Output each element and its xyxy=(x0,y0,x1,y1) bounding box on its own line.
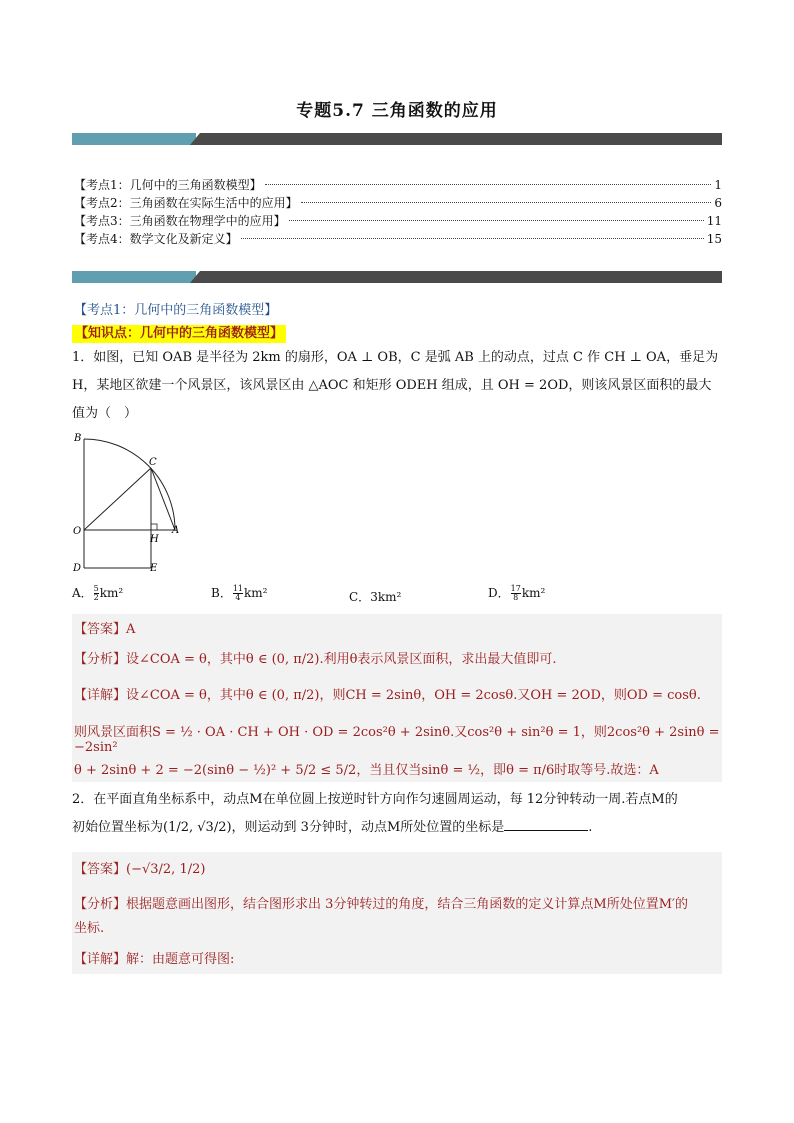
figure-label: B xyxy=(74,433,82,444)
answer-blank[interactable] xyxy=(504,817,588,831)
toc-item[interactable]: 【考点4：数学文化及新定义】 15 xyxy=(74,232,722,246)
header-band-bottom xyxy=(72,271,722,283)
figure-label: C xyxy=(149,457,157,468)
q1-stem: 1．如图，已知 OAB 是半径为 2km 的扇形，OA ⊥ OB，C 是弧 AB 上的动点，过点 C 作 CH ⊥ OA，垂足为 H，某地区欲建一个风景区，该风景区由 △AOC 和矩形 ODEH 组成，且 OH = 2OD，则该风景区面积的最大 值为（ ） xyxy=(72,350,719,421)
header-band-top xyxy=(72,133,722,145)
figure-label: D xyxy=(73,563,82,572)
table-of-contents xyxy=(74,176,722,248)
toc-item[interactable]: 【考点2：三角函数在实际生活中的应用】 6 xyxy=(74,196,722,210)
q1-figure xyxy=(72,430,184,572)
q1-analysis: 【分析】设∠COA = θ，其中θ ∈ (0, π/2).利用θ表示风景区面积，求出最大值即可. xyxy=(74,652,557,667)
knowledge-point-badge: 【知识点：几何中的三角函数模型】 xyxy=(72,325,286,343)
figure-label: O xyxy=(73,526,82,537)
q2-analysis: 【分析】根据题意画出图形，结合图形求出 3分钟转过的角度，结合三角函数的定义计算点M所处位置M′的 坐标. xyxy=(74,897,688,936)
q1-detail-line: 【详解】设∠COA = θ，其中θ ∈ (0, π/2)，则CH = 2sinθ，OH = 2cosθ.又OH = 2OD，则OD = cosθ. xyxy=(74,688,701,703)
figure-label: E xyxy=(150,563,158,572)
q1-detail-line: θ + 2sinθ + 2 = −2(sinθ − ½)² + 5/2 ≤ 5/2，当且仅当sinθ = ½，即θ = π/6时取等号.故选：A xyxy=(74,763,659,778)
q2-detail: 【详解】解：由题意可得图: xyxy=(74,952,235,967)
q2-stem: 2．在平面直角坐标系中，动点M在单位圆上按逆时针方向作匀速圆周运动，每 12分钟转动一周.若点M的 初始位置坐标为(1/2, √3/2)，则运动到 3分钟时，动点M所处位置的坐标是 . xyxy=(72,792,678,835)
toc-item[interactable]: 【考点3：三角函数在物理学中的应用】 11 xyxy=(74,214,722,228)
page-title: 专题5.7 三角函数的应用 xyxy=(296,101,498,121)
section-heading: 【考点1：几何中的三角函数模型】 xyxy=(74,303,278,318)
option-b[interactable]: B． $\frac{11}{4}$ km² xyxy=(211,584,268,602)
toc-item[interactable]: 【考点1：几何中的三角函数模型】 1 xyxy=(74,178,722,192)
q1-detail-line: 则风景区面积S = ½ · OA · CH + OH · OD = 2cos²θ + 2sinθ.又cos²θ + sin²θ = 1，则2cos²θ + 2sinθ = −2sin² xyxy=(74,725,720,755)
option-a[interactable]: A． $\frac{5}{2}$ km² xyxy=(72,584,124,602)
figure-label: H xyxy=(150,534,159,545)
q2-answer: 【答案】(−√3/2, 1/2) xyxy=(74,862,206,877)
q1-answer: 【答案】A xyxy=(74,622,136,637)
figure-label: A xyxy=(172,525,180,536)
option-d[interactable]: D． $\frac{17}{8}$ km² xyxy=(488,584,546,602)
option-c[interactable]: C．3km² xyxy=(349,590,402,604)
